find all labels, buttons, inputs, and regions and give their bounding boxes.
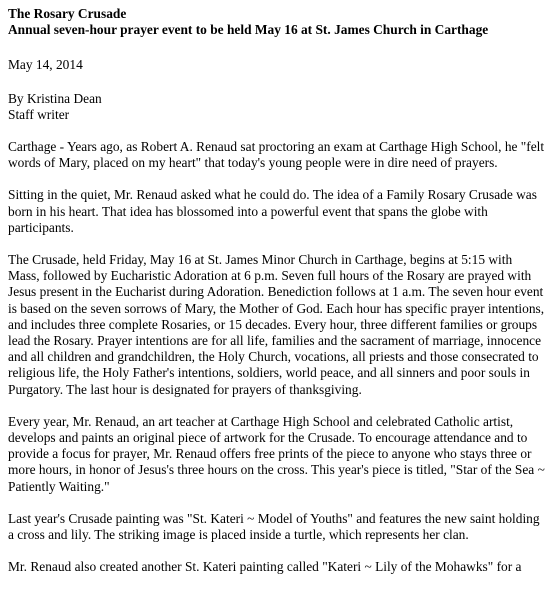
- article-header: [8, 6, 546, 38]
- article-date: May 14, 2014: [8, 57, 83, 73]
- paragraph: Last year's Crusade painting was "St. Kateri ~ Model of Youths" and features the new saint holding a cross and lily. The striking image is placed inside a turtle, which represents her clan.: [8, 510, 540, 543]
- byline: [8, 91, 546, 123]
- section-title: The Rosary Crusade: [8, 6, 127, 21]
- article: [8, 6, 546, 575]
- paragraph: Every year, Mr. Renaud, an art teacher at Carthage High School and celebrated Catholic artist, develops and paints an original piece of artwork for the Crusade. To encourage attendance and to provide a focus for prayer, Mr. Renaud offers free prints of the piece to anyone who stays three or more hours, in honor of Jesus's three hours on the cross. This year's piece is titled, "Star of the Sea ~ Patiently Waiting.": [8, 413, 545, 494]
- paragraph: The Crusade, held Friday, May 16 at St. James Minor Church in Carthage, begins at 5:15 with Mass, followed by Eucharistic Adoration at 6 p.m. Seven full hours of the Rosary are prayed with Jesus present in the Eucharist during Adoration. Benediction follows at 1 a.m. The seven hour event is based on the seven sorrows of Mary, the Mother of God. Each hour has specific prayer intentions, and includes three complete Rosaries, or 15 decades. Every hour, three different families or groups lead the Rosary. Prayer intentions are for all life, families and the sacrament of marriage, innocence and all children and grandchildren, the Holy Church, vocations, all priests and those consecrated to religious life, the Holy Father's intentions, soldiers, world peace, and all sinners and poor souls in Purgatory. The last hour is designated for prayers of thanksgiving.: [8, 252, 545, 397]
- paragraph: Carthage - Years ago, as Robert A. Renaud sat proctoring an exam at Carthage High School, he "felt words of Mary, placed on my heart" that today's young people were in dire need of prayers.: [8, 139, 545, 171]
- headline: Annual seven-hour prayer event to be held May 16 at St. James Church in Carthage: [8, 22, 489, 38]
- paragraph: Sitting in the quiet, Mr. Renaud asked what he could do. The idea of a Family Rosary Crusade was born in his heart. That idea has blossomed into a powerful event that spans the globe with participants.: [8, 187, 537, 235]
- paragraph: Mr. Renaud also created another St. Kateri painting called "Kateri ~ Lily of the Mohawks" for a: [8, 559, 522, 575]
- byline-role: Staff writer: [8, 106, 70, 122]
- byline-author: By Kristina Dean: [8, 90, 102, 106]
